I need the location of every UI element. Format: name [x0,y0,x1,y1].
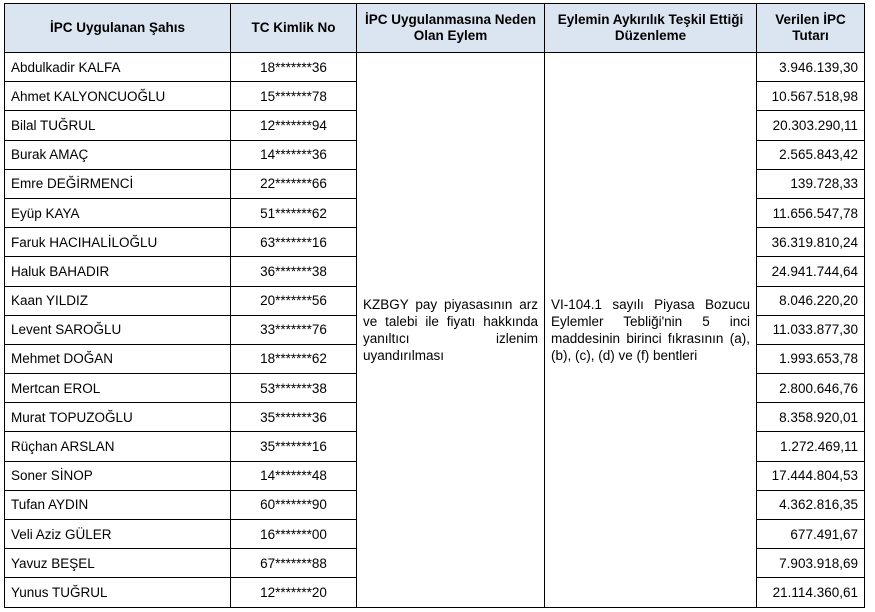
person-name-cell: Eyüp KAYA [5,198,231,227]
header-person: İPC Uygulanan Şahıs [5,4,231,53]
action-description-cell: KZBGY pay piyasasının arz ve talebi ile fiyatı hakkında yanıltıcı izlenim uyandırılması [357,53,545,608]
person-name-cell: Faruk HACIHALİLOĞLU [5,228,231,257]
tc-number-cell: 35*******36 [231,403,357,432]
amount-cell: 2.565.843,42 [757,140,865,169]
person-name-cell: Ahmet KALYONCUOĞLU [5,82,231,111]
amount-cell: 24.941.744,64 [757,257,865,286]
amount-cell: 17.444.804,53 [757,461,865,490]
tc-number-cell: 60*******90 [231,490,357,519]
tc-number-cell: 14*******48 [231,461,357,490]
ipc-table [4,3,865,608]
amount-cell: 11.033.877,30 [757,315,865,344]
person-name-cell: Kaan YILDIZ [5,286,231,315]
amount-cell: 21.114.360,61 [757,578,865,607]
amount-cell: 10.567.518,98 [757,82,865,111]
person-name-cell: Levent SAROĞLU [5,315,231,344]
tc-number-cell: 14*******36 [231,140,357,169]
tc-number-cell: 33*******76 [231,315,357,344]
tc-number-cell: 12*******20 [231,578,357,607]
person-name-cell: Murat TOPUZOĞLU [5,403,231,432]
tc-number-cell: 18*******36 [231,53,357,82]
amount-cell: 20.303.290,11 [757,111,865,140]
amount-cell: 11.656.547,78 [757,198,865,227]
person-name-cell: Burak AMAÇ [5,140,231,169]
amount-cell: 8.358.920,01 [757,403,865,432]
person-name-cell: Yunus TUĞRUL [5,578,231,607]
person-name-cell: Veli Aziz GÜLER [5,520,231,549]
person-name-cell: Bilal TUĞRUL [5,111,231,140]
amount-cell: 1.272.469,11 [757,432,865,461]
table-body [5,53,865,608]
tc-number-cell: 67*******88 [231,549,357,578]
person-name-cell: Rüçhan ARSLAN [5,432,231,461]
amount-cell: 3.946.139,30 [757,53,865,82]
person-name-cell: Abdulkadir KALFA [5,53,231,82]
person-name-cell: Soner SİNOP [5,461,231,490]
tc-number-cell: 16*******00 [231,520,357,549]
amount-cell: 2.800.646,76 [757,374,865,403]
header-tc: TC Kimlik No [231,4,357,53]
header-regulation: Eylemin Aykırılık Teşkil Ettiği Düzenleme [545,4,757,53]
tc-number-cell: 35*******16 [231,432,357,461]
tc-number-cell: 51*******62 [231,198,357,227]
person-name-cell: Emre DEĞİRMENCİ [5,169,231,198]
tc-number-cell: 63*******16 [231,228,357,257]
amount-cell: 4.362.816,35 [757,490,865,519]
amount-cell: 36.319.810,24 [757,228,865,257]
person-name-cell: Tufan AYDIN [5,490,231,519]
amount-cell: 1.993.653,78 [757,344,865,373]
person-name-cell: Mertcan EROL [5,374,231,403]
tc-number-cell: 18*******62 [231,344,357,373]
header-action: İPC Uygulanmasına Neden Olan Eylem [357,4,545,53]
tc-number-cell: 22*******66 [231,169,357,198]
regulation-description-cell: VI-104.1 sayılı Piyasa Bozucu Eylemler Tebliği'nin 5 inci maddesinin birinci fıkrasının (a), (b), (c), (d) ve (f) bentleri [545,53,757,608]
tc-number-cell: 53*******38 [231,374,357,403]
person-name-cell: Yavuz BEŞEL [5,549,231,578]
person-name-cell: Haluk BAHADIR [5,257,231,286]
tc-number-cell: 15*******78 [231,82,357,111]
amount-cell: 7.903.918,69 [757,549,865,578]
person-name-cell: Mehmet DOĞAN [5,344,231,373]
tc-number-cell: 20*******56 [231,286,357,315]
header-row [5,4,865,53]
tc-number-cell: 12*******94 [231,111,357,140]
header-amount: Verilen İPC Tutarı [757,4,865,53]
amount-cell: 139.728,33 [757,169,865,198]
table-row [5,53,865,82]
amount-cell: 8.046.220,20 [757,286,865,315]
amount-cell: 677.491,67 [757,520,865,549]
tc-number-cell: 36*******38 [231,257,357,286]
